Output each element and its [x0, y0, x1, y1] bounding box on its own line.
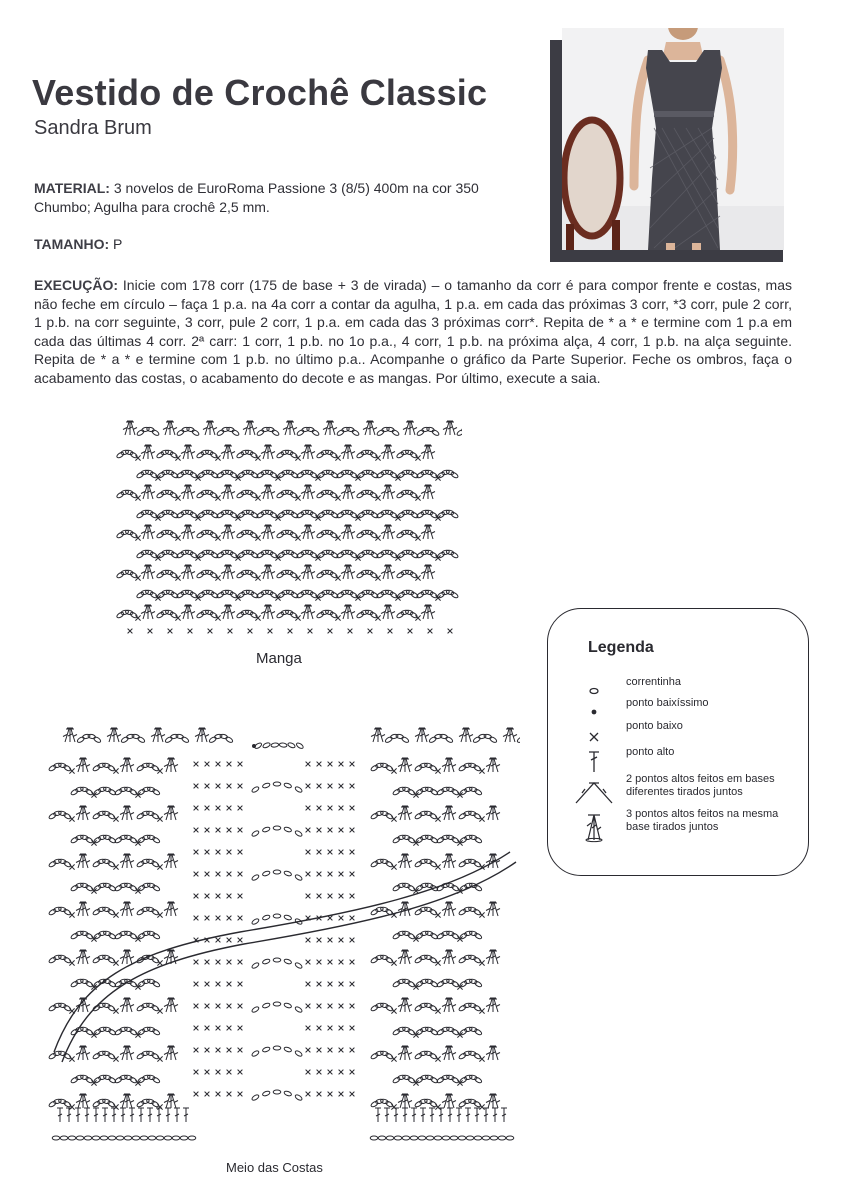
legend-label-dc: ponto alto — [626, 746, 675, 758]
material-paragraph — [34, 179, 484, 217]
legend-label-chain: correntinha — [626, 676, 682, 688]
legend-label-dc3tog: 3 pontos altos feitos na mesma base tirados juntos — [626, 808, 779, 833]
dc3tog-icon — [574, 807, 614, 847]
document-title: Vestido de Crochê Classic — [32, 72, 488, 113]
back-caption: Meio das Costas — [226, 1160, 323, 1175]
back-chart — [40, 712, 520, 1152]
dc2tog-icon — [574, 772, 614, 812]
material-text: 3 novelos de EuroRoma Passione 3 (8/5) 400m na cor 350 Chumbo; Agulha para crochê 2,5 mm. — [34, 180, 479, 215]
legend-title: Legenda — [588, 639, 654, 656]
sleeve-caption: Manga — [256, 650, 302, 667]
dress-photo — [562, 28, 784, 250]
execution-text: Inicie com 178 corr (175 de base + 3 de virada) – o tamanho da corr é para compor frente e costas, mas não feche em círculo – faça 1 p.a. na 4a corr a contar da agulha, 1 p.a. em cada das próximas 3 corr, *3 corr, pule 2 corr, 1 p.b. na corr seguinte, 3 corr, pule 2 corr, 1 p.a. em cada das 3 próximas corr*. Repita de * a * e termine com 1 p.a em cada das últimas 4 corr. 2ª carr: 1 corr, 1 p.b. no 1o p.a., 4 corr, 1 p.b. na próxima alça, 4 corr, 1 p.b. na alça seguinte. Repita de * a * e termine com 1 p.b. no último p.a.. Acompanhe o gráfico da Parte Superior. Feche os ombros, faça o acabamento das costas, o acabamento do decote e as mangas. Por último, execute a saia. — [34, 277, 792, 386]
legend-label-slip: ponto baixíssimo — [626, 697, 709, 709]
size-label: TAMANHO: — [34, 236, 110, 252]
legend-box — [547, 608, 809, 876]
size-paragraph — [34, 236, 122, 252]
material-label: MATERIAL: — [34, 180, 110, 196]
sleeve-chart — [112, 405, 462, 640]
execution-paragraph — [34, 276, 792, 388]
legend-label-sc: ponto baixo — [626, 720, 683, 732]
legend-label-dc2tog: 2 pontos altos feitos em bases diferentes tirados juntos — [626, 773, 775, 798]
execution-label: EXECUÇÃO: — [34, 277, 119, 293]
size-value: P — [109, 236, 123, 252]
author-name: Sandra Brum — [34, 117, 152, 139]
